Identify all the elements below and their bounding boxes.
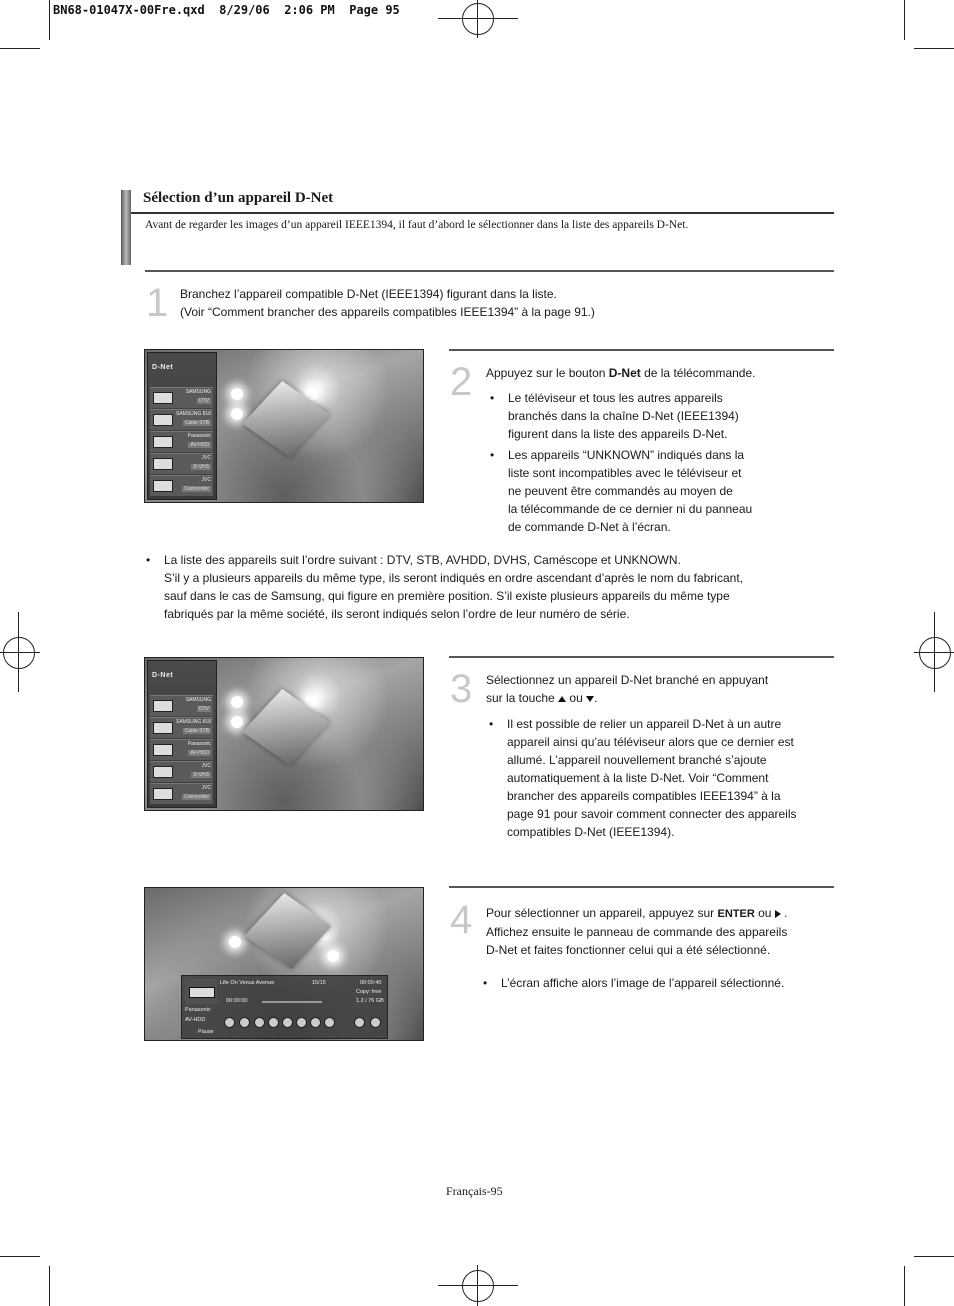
dnet-menu-panel	[147, 352, 217, 500]
step1-line1: Branchez l’appareil compatible D-Net (IEEE1394) figurant dans la liste.	[180, 287, 557, 301]
item-brand: SAMSUNG 818	[175, 411, 211, 417]
step2-text: Appuyez sur le bouton	[486, 366, 609, 380]
item-type: DTV	[199, 706, 209, 712]
hdd-recorder-icon	[189, 987, 215, 998]
item-brand: JVC	[201, 455, 211, 461]
light-glow	[231, 696, 243, 708]
dnet-control-panel	[181, 975, 388, 1039]
dnet-menu-panel	[147, 660, 217, 808]
item-type: D-VHS	[193, 464, 209, 470]
step2-bullet: • Les appareils “UNKNOWN” indiqués dans la liste sont incompatibles avec le téléviseur et ne peuvent être commandés au moyen de la télécommande de ce dernier ni du panneau de commande D-Net à l’écran.	[490, 448, 753, 534]
note-line: sauf dans le cas de Samsung, qui figure en première position. S’il existe plusieurs appareils du même type	[164, 589, 730, 603]
bullet-line: Les appareils “UNKNOWN” indiqués dans la	[508, 448, 745, 462]
registration-mark-icon	[462, 1270, 494, 1302]
camcorder-icon	[153, 788, 173, 800]
step-number: 3	[450, 667, 473, 711]
play-button[interactable]	[282, 1017, 293, 1028]
rewind-button[interactable]	[296, 1017, 307, 1028]
intro-text: Avant de regarder les images d’un appareil IEEE1394, il faut d’abord le sélectionner dans la liste des appareils D-Net.	[145, 219, 689, 231]
bullet-line: branchés dans la chaîne D-Net (IEEE1394)	[508, 409, 739, 423]
time-current: 00:00:00	[226, 998, 248, 1004]
control-panel-screenshot	[144, 887, 424, 1041]
dnet-menu-item[interactable]	[150, 409, 213, 430]
registration-mark-line	[18, 612, 19, 692]
section-marker	[121, 190, 131, 265]
crop-mark	[904, 0, 905, 40]
stop-button[interactable]	[268, 1017, 279, 1028]
fast-forward-button[interactable]	[310, 1017, 321, 1028]
list-button[interactable]	[354, 1017, 365, 1028]
light-glow	[231, 388, 243, 400]
bullet-line: la télécommande de ce dernier ni du panneau	[508, 502, 753, 516]
bullet-line: page 91 pour savoir comment connecter des appareils	[507, 807, 797, 821]
tv-icon	[153, 700, 173, 712]
stb-icon	[153, 414, 173, 426]
dnet-menu-item[interactable]	[150, 783, 213, 804]
note-line: S’il y a plusieurs appareils du même type, ils seront indiqués en ordre ascendant d’après le nom du fabricant,	[164, 571, 743, 585]
cube-graphic	[244, 893, 331, 969]
vcr-icon	[153, 458, 173, 470]
registration-mark-line	[934, 612, 935, 692]
crop-mark	[914, 48, 954, 49]
item-brand: JVC	[201, 477, 211, 483]
light-glow	[231, 716, 243, 728]
dnet-menu-screenshot	[144, 349, 424, 503]
step4-line3: D-Net et faites fonctionner celui qui a été sélectionné.	[486, 943, 771, 957]
item-type: Cable STB	[184, 420, 209, 426]
dnet-menu-title: D-Net	[152, 672, 174, 679]
step2-instruction	[486, 364, 755, 382]
note-bullet: • La liste des appareils suit l’ordre suivant : DTV, STB, AVHDD, DVHS, Caméscope et UNKNOWN. S’il y a plusieurs appareils du même type, ils seront indiqués en ordre ascendant d’après le nom du fabricant, sauf dans le cas de Samsung, qui figure en première position. S’il existe plusieurs appareils du même type fabriqués par la même société, ils seront indiqués selon l’ordre de leur numéro de série.	[146, 553, 743, 621]
dnet-menu-item[interactable]	[150, 453, 213, 474]
bullet-line: allumé. L’appareil nouvellement branché s’ajoute	[507, 753, 767, 767]
time-total: 00:00:40	[360, 980, 382, 986]
divider	[449, 656, 834, 658]
track-title: Life On Venus Avenue	[220, 980, 275, 986]
crop-mark	[0, 48, 40, 49]
item-brand: SAMSUNG	[185, 389, 211, 395]
tv-icon	[153, 392, 173, 404]
light-glow	[327, 950, 339, 962]
crop-mark	[49, 1266, 50, 1306]
progress-bar	[262, 1001, 322, 1003]
dnet-menu-item[interactable]	[150, 431, 213, 452]
disk-size: 1.2 / 76 GB	[356, 998, 384, 1004]
bullet-line: Il est possible de relier un appareil D-Net à un autre	[507, 717, 782, 731]
bullet-line: figurent dans la liste des appareils D-Net.	[508, 427, 728, 441]
device-thumbnail	[185, 979, 217, 1004]
enter-key-label: ENTER	[717, 908, 755, 920]
device-brand: Panasonic	[185, 1007, 211, 1013]
dnet-menu-item[interactable]	[150, 695, 213, 716]
step4-text: ou	[754, 906, 775, 920]
divider	[449, 349, 834, 351]
dnet-menu-item[interactable]	[150, 717, 213, 738]
light-glow	[229, 936, 241, 948]
step-number: 2	[450, 360, 473, 404]
bullet-line: compatibles D-Net (IEEE1394).	[507, 825, 675, 839]
bullet-line: L’écran affiche alors l’image de l’appareil sélectionné.	[501, 976, 785, 990]
registration-mark-icon	[919, 637, 951, 669]
menu-button[interactable]	[239, 1017, 250, 1028]
item-type: AV-HDD	[190, 442, 209, 448]
page-number: Français-95	[446, 1184, 503, 1198]
power-button[interactable]	[370, 1017, 381, 1028]
record-button[interactable]	[254, 1017, 265, 1028]
step3-text: sur la touche	[486, 691, 559, 705]
note-line: La liste des appareils suit l’ordre suivant : DTV, STB, AVHDD, DVHS, Caméscope et UNKNOWN.	[164, 553, 681, 567]
registration-mark-line	[477, 1265, 478, 1306]
item-type: AV-HDD	[190, 750, 209, 756]
divider	[131, 212, 834, 214]
step1-line2: (Voir “Comment brancher des appareils compatibles IEEE1394” à la page 91.)	[180, 305, 595, 319]
item-type: Camcorder	[184, 794, 209, 800]
step2-text: de la télécommande.	[640, 366, 756, 380]
hdd-recorder-icon	[153, 436, 173, 448]
crop-mark	[49, 0, 50, 40]
item-brand: Panasonic	[187, 741, 211, 747]
step3-text: ou	[569, 691, 587, 705]
registration-mark-line	[438, 18, 518, 19]
step4-text: Pour sélectionner un appareil, appuyez sur	[486, 906, 718, 920]
divider	[145, 270, 834, 272]
up-arrow-icon	[558, 696, 566, 702]
bullet-line: Le téléviseur et tous les autres appareils	[508, 391, 723, 405]
step3-line1: Sélectionnez un appareil D-Net branché en appuyant	[486, 673, 769, 687]
right-arrow-icon	[775, 910, 781, 918]
copy-status: Copy: free	[356, 989, 382, 995]
play-state: Pause	[198, 1029, 214, 1035]
registration-mark-line	[438, 1285, 518, 1286]
bullet-line: de commande D-Net à l’écran.	[508, 520, 671, 534]
step3-line2	[486, 689, 597, 707]
crop-mark	[914, 1256, 954, 1257]
registration-mark-line	[0, 652, 40, 653]
light-glow	[231, 408, 243, 420]
item-brand: JVC	[201, 785, 211, 791]
dnet-menu-item[interactable]	[150, 475, 213, 496]
skip-button[interactable]	[324, 1017, 335, 1028]
return-button[interactable]	[224, 1017, 235, 1028]
bullet-line: brancher des appareils compatibles IEEE1394” à la	[507, 789, 781, 803]
divider	[449, 886, 834, 888]
dnet-menu-item[interactable]	[150, 761, 213, 782]
crop-mark	[904, 1266, 905, 1306]
crop-mark	[0, 1256, 40, 1257]
bullet-line: ne peuvent être commandés au moyen de	[508, 484, 733, 498]
item-brand: Panasonic	[187, 433, 211, 439]
step4-line2: Affichez ensuite le panneau de commande des appareils	[486, 925, 788, 939]
hdd-recorder-icon	[153, 744, 173, 756]
down-arrow-icon	[586, 696, 594, 702]
item-brand: SAMSUNG	[185, 697, 211, 703]
registration-mark-icon	[3, 637, 35, 669]
dnet-menu-screenshot	[144, 657, 424, 811]
step-number: 1	[146, 281, 169, 325]
bullet-line: liste sont incompatibles avec le téléviseur et	[508, 466, 742, 480]
camcorder-icon	[153, 480, 173, 492]
note-line: fabriqués par la même société, ils seront indiqués selon l’ordre de leur numéro de série.	[164, 607, 630, 621]
page-title: Sélection d’un appareil D-Net	[143, 190, 334, 206]
step3-bullet: • Il est possible de relier un appareil D-Net à un autre appareil ainsi qu’au téléviseur alors que ce dernier est allumé. L’appareil nouvellement branché s’ajoute automatiquement à la liste D-Net. Voir “Comment brancher des appareils compatibles IEEE1394” à la page 91 pour savoir comment connecter des appareils compatibles D-Net (IEEE1394).	[489, 717, 797, 839]
dnet-menu-item[interactable]	[150, 387, 213, 408]
device-type: AV-HDD	[185, 1017, 206, 1023]
step4-text: .	[784, 906, 788, 920]
dnet-menu-item[interactable]	[150, 739, 213, 760]
step3-text: .	[594, 691, 598, 705]
step4-line1	[486, 904, 787, 923]
dnet-menu-title: D-Net	[152, 364, 174, 371]
print-slug: BN68-01047X-00Fre.qxd 8/29/06 2:06 PM Page 95	[53, 3, 400, 17]
step-number: 4	[450, 898, 473, 942]
item-type: Camcorder	[184, 486, 209, 492]
bullet-line: appareil ainsi qu’au téléviseur alors que ce dernier est	[507, 735, 794, 749]
step2-bullet: • Le téléviseur et tous les autres appareils branchés dans la chaîne D-Net (IEEE1394) figurent dans la liste des appareils D-Net.	[490, 391, 739, 441]
item-type: Cable STB	[184, 728, 209, 734]
track-counter: 15/15	[312, 980, 326, 986]
item-type: DTV	[199, 398, 209, 404]
step4-bullet: • L’écran affiche alors l’image de l’appareil sélectionné.	[483, 976, 785, 990]
vcr-icon	[153, 766, 173, 778]
item-brand: JVC	[201, 763, 211, 769]
bullet-line: automatiquement à la liste D-Net. Voir “Comment	[507, 771, 769, 785]
registration-mark-line	[477, 0, 478, 38]
stb-icon	[153, 722, 173, 734]
item-type: D-VHS	[193, 772, 209, 778]
registration-mark-icon	[462, 3, 494, 35]
dnet-key-label: D-Net	[608, 366, 641, 380]
item-brand: SAMSUNG 818	[175, 719, 211, 725]
